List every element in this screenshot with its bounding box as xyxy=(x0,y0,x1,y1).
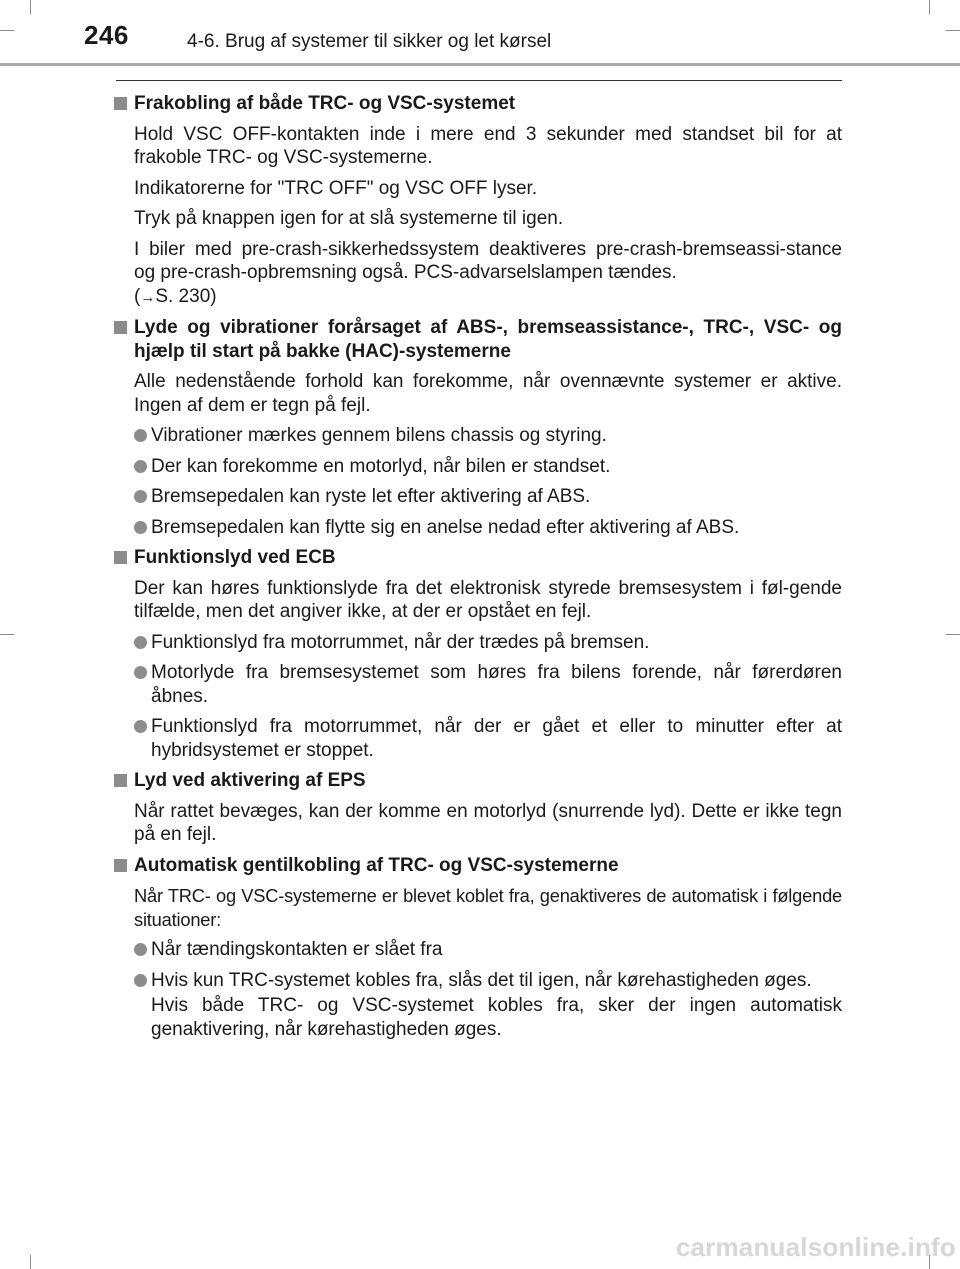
circle-bullet-icon xyxy=(134,636,147,649)
header-divider xyxy=(0,63,960,66)
list-item-text: Funktionslyd fra motorrummet, når der trædes på bremsen. xyxy=(151,631,650,653)
paragraph: Alle nedenstående forhold kan forekomme, når ovennævnte systemer er aktive. Ingen af dem er tegn på fejl. xyxy=(134,371,842,416)
list-item xyxy=(134,661,842,708)
paragraph: Når TRC- og VSC-systemerne er blevet koblet fra, genaktiveres de automatisk i følgende situationer: xyxy=(134,885,842,930)
list-item xyxy=(134,455,842,479)
watermark: carmanualsonline.info xyxy=(675,1232,956,1262)
section-heading xyxy=(114,316,842,363)
square-bullet-icon xyxy=(114,774,127,787)
list-item-text: Vibrationer mærkes gennem bilens chassis og styring. xyxy=(151,425,607,446)
list-item-continuation: Hvis både TRC- og VSC-systemet kobles fra, sker der ingen automatisk genaktivering, når kørehastigheden øges. xyxy=(151,995,842,1040)
list-item-text: Når tændingskontakten er slået fra xyxy=(151,939,443,960)
circle-bullet-icon xyxy=(134,720,147,733)
section-heading-text: Automatisk gentilkobling af TRC- og VSC-systemerne xyxy=(134,854,619,876)
page-reference[interactable] xyxy=(134,286,217,307)
section-ecb-sounds xyxy=(114,546,842,762)
arrow-right-icon: → xyxy=(140,288,156,306)
list-item-text: Hvis kun TRC-systemet kobles fra, slås det til igen, når kørehastigheden øges. xyxy=(151,969,812,991)
paragraph: Indikatorerne for "TRC OFF" og VSC OFF lyser. xyxy=(134,177,538,199)
page-ref-open: ( xyxy=(134,285,141,307)
square-bullet-icon xyxy=(114,551,127,564)
list-item xyxy=(134,485,842,509)
section-heading-text: Lyde og vibrationer forårsaget af ABS-, bremseassistance-, TRC-, VSC- og hjælp til start på bakke (HAC)-systemerne xyxy=(134,317,842,362)
content-divider xyxy=(116,80,842,81)
crop-mark xyxy=(946,634,960,635)
square-bullet-icon xyxy=(114,321,127,334)
paragraph xyxy=(134,238,842,310)
page-ref-text: S. 230) xyxy=(155,285,217,307)
list-item-text: Funktionslyd fra motorrummet, når der er gået et eller to minutter efter at hybridsystemet er stoppet. xyxy=(151,716,842,761)
page-content xyxy=(114,92,842,1048)
paragraph-text: I biler med pre-crash-sikkerhedssystem deaktiveres pre-crash-bremseassi-stance og pre-crash-opbremsning også. PCS-advarselslampen tændes. xyxy=(134,238,842,283)
crop-mark xyxy=(30,1255,31,1269)
section-heading-text: Frakobling af både TRC- og VSC-systemet xyxy=(134,93,516,114)
list-item-text: Bremsepedalen kan flytte sig en anelse nedad efter aktivering af ABS. xyxy=(151,516,740,538)
circle-bullet-icon xyxy=(134,490,147,503)
list-item-text: Bremsepedalen kan ryste let efter aktivering af ABS. xyxy=(151,486,591,507)
circle-bullet-icon xyxy=(134,666,147,679)
section-eps-sound xyxy=(114,769,842,847)
section-heading xyxy=(114,769,842,793)
section-sounds-vibrations xyxy=(114,316,842,539)
list-item xyxy=(134,715,842,762)
list-item xyxy=(134,424,842,448)
page-header xyxy=(0,0,960,66)
crop-mark xyxy=(0,634,14,635)
circle-bullet-icon xyxy=(134,943,147,956)
section-auto-reactivation xyxy=(114,854,842,1042)
chapter-title: 4-6. Brug af systemer til sikker og let kørsel xyxy=(187,31,552,52)
paragraph: Tryk på knappen igen for at slå systemerne til igen. xyxy=(134,208,564,229)
list-item xyxy=(134,631,842,655)
circle-bullet-icon xyxy=(134,429,147,442)
paragraph: Der kan høres funktionslyde fra det elektronisk styrede bremsesystem i føl-gende tilfælde, men det angiver ikke, at der er opstået en fejl. xyxy=(134,577,842,622)
square-bullet-icon xyxy=(114,97,127,110)
circle-bullet-icon xyxy=(134,974,147,987)
page-number: 246 xyxy=(84,20,129,50)
square-bullet-icon xyxy=(114,859,127,872)
circle-bullet-icon xyxy=(134,460,147,473)
section-heading-text: Lyd ved aktivering af EPS xyxy=(134,770,366,791)
section-trc-vsc-off xyxy=(114,92,842,309)
list-item xyxy=(134,516,842,540)
paragraph: Hold VSC OFF-kontakten inde i mere end 3 sekunder med standset bil for at frakoble TRC- og VSC-systemerne. xyxy=(134,123,842,168)
circle-bullet-icon xyxy=(134,521,147,534)
section-heading-text: Funktionslyd ved ECB xyxy=(134,547,336,568)
list-item xyxy=(134,938,842,962)
list-item xyxy=(134,969,842,1042)
section-heading xyxy=(114,854,842,878)
section-heading xyxy=(114,92,842,116)
section-heading xyxy=(114,546,842,570)
list-item-text: Motorlyde fra bremsesystemet som høres fra bilens forende, når førerdøren åbnes. xyxy=(151,662,842,707)
list-item-text: Der kan forekomme en motorlyd, når bilen er standset. xyxy=(151,455,611,477)
paragraph: Når rattet bevæges, kan der komme en motorlyd (snurrende lyd). Dette er ikke tegn på en fejl. xyxy=(134,800,842,845)
